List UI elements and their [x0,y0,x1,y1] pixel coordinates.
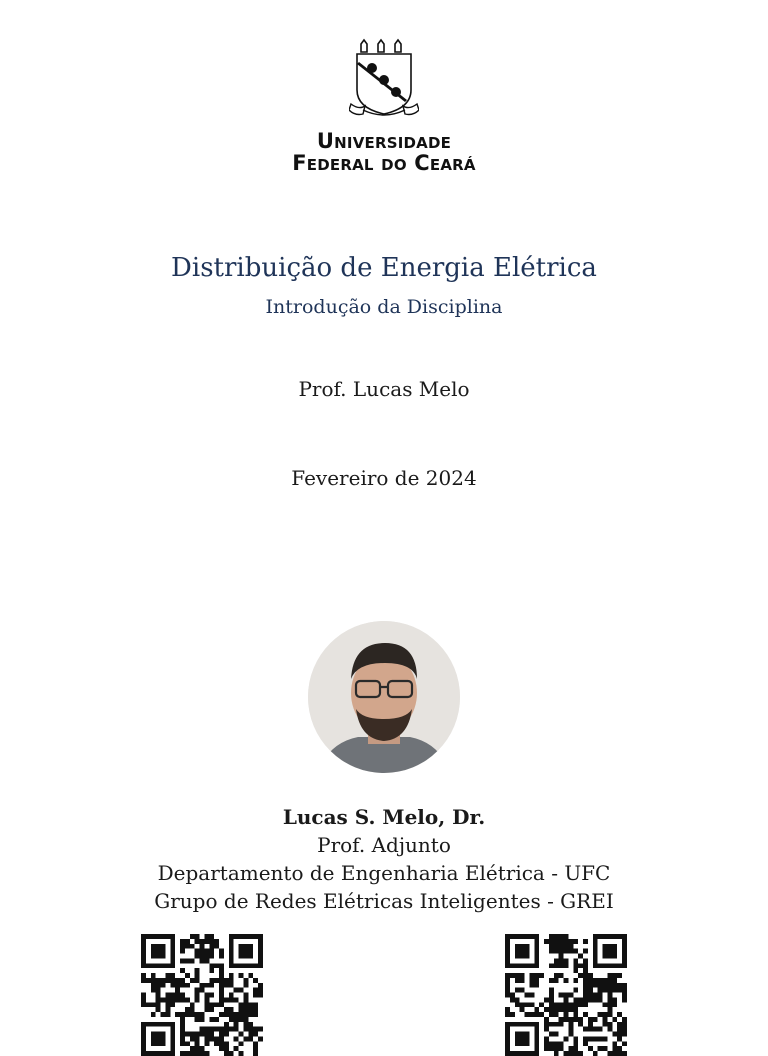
university-name [292,130,475,174]
profile-name: Lucas S. Melo, Dr. [282,805,486,829]
university-logo [0,38,768,174]
presentation-author: Prof. Lucas Melo [298,377,470,401]
profile-group: Grupo de Redes Elétricas Inteligentes - GREI [154,889,614,913]
university-crest-icon [349,38,419,126]
profile-department: Departamento de Engenharia Elétrica - UFC [157,861,611,885]
presentation-subtitle: Introdução da Disciplina [265,296,503,318]
profile-role: Prof. Adjunto [317,833,451,857]
presentation-date: Fevereiro de 2024 [291,466,477,490]
qr-code-icon[interactable] [141,934,263,1056]
presentation-title: Distribuição de Energia Elétrica [171,253,597,283]
profile-photo [308,621,460,773]
person-portrait-icon [308,621,460,773]
university-name-line2: Federal do Ceará [292,151,476,175]
university-name-line1: Universidade [316,129,452,153]
qr-code-icon[interactable] [505,934,627,1056]
profile-info [0,803,768,915]
